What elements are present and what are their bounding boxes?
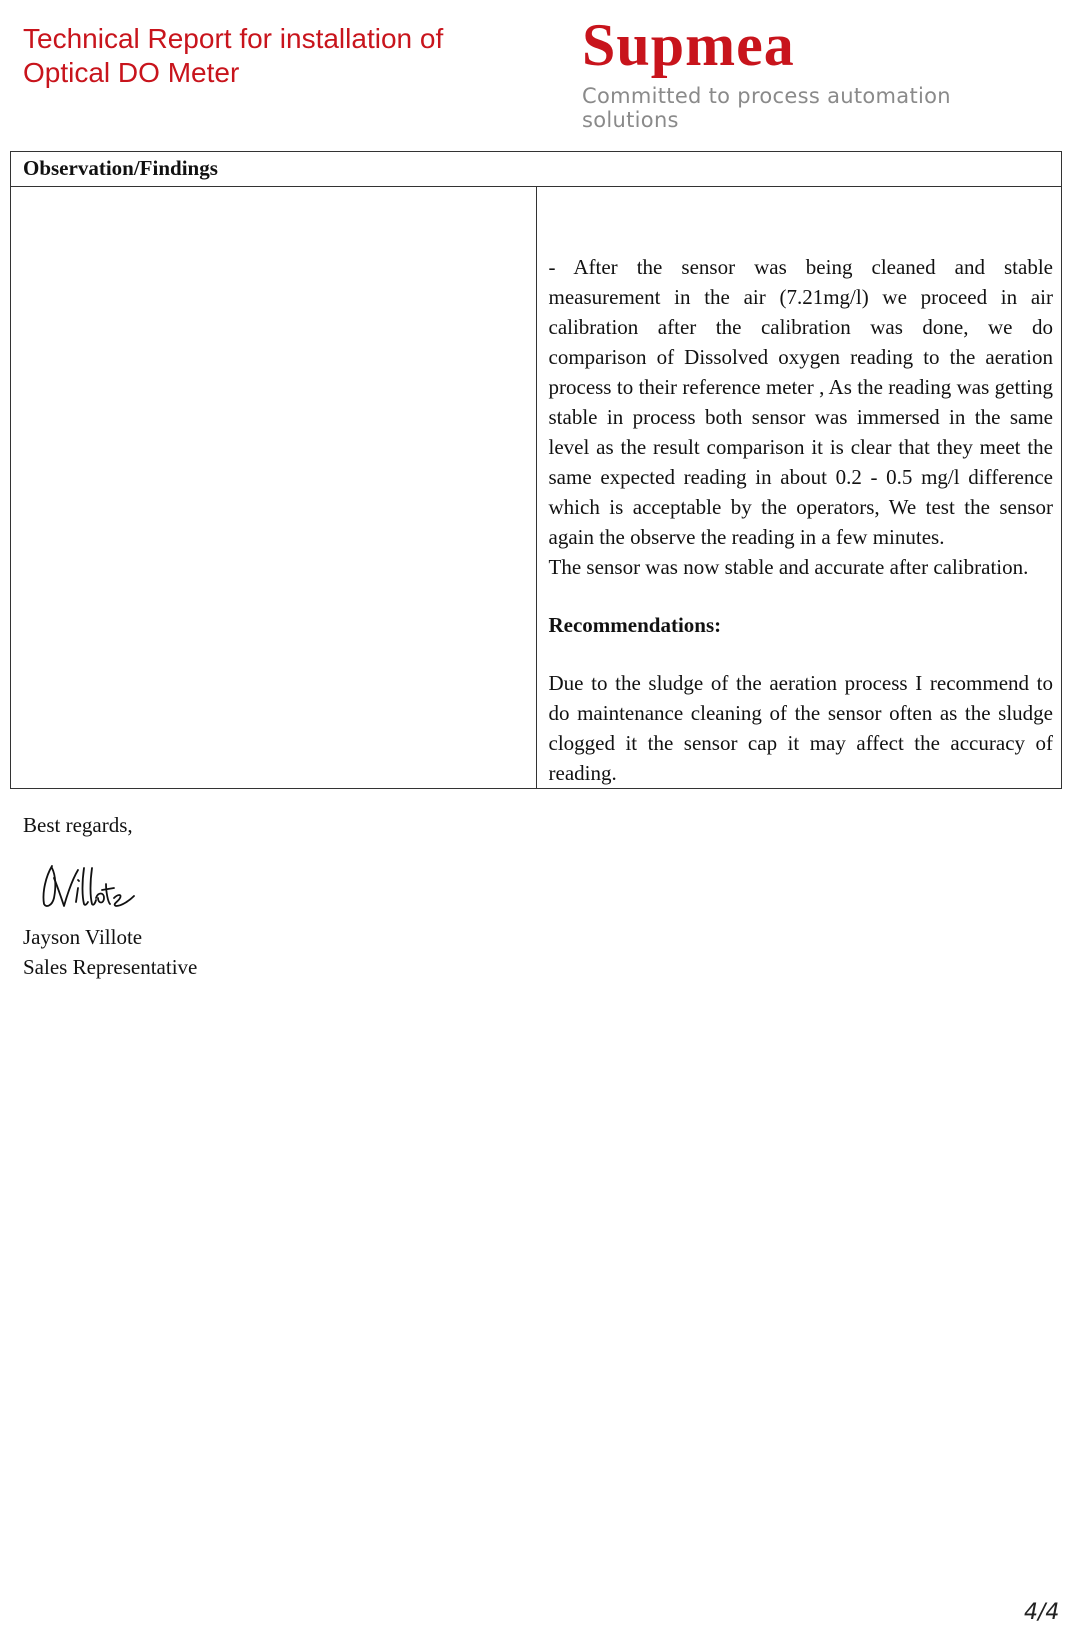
logo-wordmark: Supmea: [582, 12, 795, 78]
findings-table: [10, 151, 1062, 789]
findings-content-cell: [536, 187, 1062, 789]
findings-heading: Observation/Findings: [11, 152, 1062, 187]
findings-conclusion: The sensor was now stable and accurate after calibration.: [548, 555, 1029, 579]
company-logo: [582, 14, 1052, 132]
closing-regards: Best regards,: [23, 813, 133, 837]
logo-tagline: Committed to process automation solutions: [582, 84, 951, 132]
report-title-line2: Optical DO Meter: [23, 57, 240, 88]
signatory-role: Sales Representative: [23, 955, 198, 979]
findings-paragraph: - After the sensor was being cleaned and stable measurement in the air (7.21mg/l) we proceed in air calibration after the calibration was done, we do comparison of Dissolved oxygen reading to the aeration process to their reference meter , As the reading was getting stable in process both sensor was immersed in the same level as the result comparison it is clear that they meet the same expected reading in about 0.2 - 0.5 mg/l difference which is acceptable by the operators, We test the sensor again the observe the reading in a few minutes.: [548, 255, 1053, 549]
recommendations-text: Due to the sludge of the aeration process I recommend to do maintenance cleaning of the sensor often as the sludge clogged it the sensor cap it may affect the accuracy of reading.: [548, 671, 1053, 785]
report-title-line1: Technical Report for installation of: [23, 23, 444, 54]
report-title: [23, 22, 443, 90]
page-number: 4/4: [1024, 1600, 1060, 1625]
recommendations-heading: Recommendations:: [548, 613, 722, 637]
findings-left-cell: [11, 187, 537, 789]
handwritten-signature: [38, 862, 138, 912]
signatory-name: Jayson Villote: [23, 925, 143, 949]
